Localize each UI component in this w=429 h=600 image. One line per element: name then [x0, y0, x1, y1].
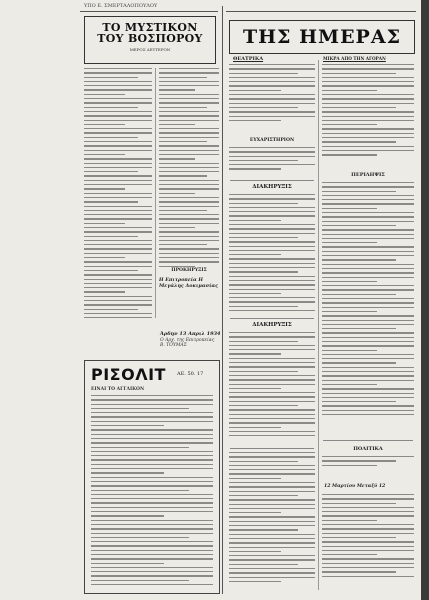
divider-rule-4 [323, 440, 413, 441]
masthead-title: ΤΗΣ ΗΜΕΡΑΣ [242, 26, 402, 48]
ad-brand-name: ΡΙΣΟΛΙΤ [91, 365, 166, 384]
right-column-top-text [322, 64, 414, 168]
section-eucharist: ΕΥΧΑΡΙΣΤΗΡΙΟΝ [249, 138, 295, 143]
left-column-text [84, 68, 152, 318]
serial-title-box [84, 16, 216, 64]
right-column-bottom-text [322, 494, 414, 592]
divider-rule-3 [230, 448, 314, 449]
politika-text [322, 456, 414, 480]
serial-subtitle: ΜΕΡΟΣ ΔΕΥΤΕΡΟΝ [129, 47, 171, 52]
section-diakirixis-2: ΔΙΑΚΗΡΥΞΙΣ [252, 322, 292, 328]
section-perilipsis: ΠΕΡΙΛΗΨΙΣ [351, 172, 385, 178]
section-prokirixis: ΠΡΟΚΗΡΥΞΙΣ [171, 268, 207, 273]
notice-signature: Ο Αρχ. της Επιτροπείας Β. ΤΟΥΜΑΣ [160, 338, 215, 348]
section-right-head: ΜΙΚΡΑ ΑΠΟ ΤΗΝ ΑΓΟΡΑΝ [323, 56, 386, 61]
middle-column-text [159, 68, 219, 268]
eucharist-text [229, 147, 315, 177]
page-header-line: ΥΠΟ Ε. ΣΜΕΡΤΑΛΟΠΟΥΛΟΥ [84, 3, 158, 9]
serial-title-line2: ΤΟΥ ΒΟΣΠΟΡΟΥ [97, 32, 203, 45]
risolit-advertisement [84, 360, 220, 594]
right-inner-divider [318, 60, 319, 590]
header-rule-left [80, 11, 218, 12]
diakirixis-2-text [229, 332, 315, 442]
theatrika-text [229, 64, 315, 132]
serial-title-line1: ΤΟ ΜΥΣΤΙΚΟΝ [102, 21, 198, 34]
section-diakirixis-1: ΔΙΑΚΗΡΥΞΙΣ [252, 184, 292, 190]
notice-date-line: Άρδην 13 Απριλ 1934 [160, 331, 221, 337]
ad-price-line: ΑΕ. 50. 17 [177, 371, 204, 377]
prokirixis-bold-text: Η Επιτροπεία Η Μεγάλης Δοκιμασίας [159, 277, 219, 289]
section-politika: ΠΟΛΙΤΙΚΑ [353, 446, 383, 452]
divider-rule-2 [230, 318, 314, 319]
masthead-box [229, 20, 415, 54]
section-theatrika: ΘΕΑΤΡΙΚΑ [233, 56, 264, 62]
ad-tagline: ΕΙΝΑΙ ΤΟ ΑΓΓΛΙΚΟΝ [91, 387, 145, 392]
left-inner-divider [155, 68, 156, 318]
header-rule-right [226, 11, 416, 12]
ad-body-text [91, 395, 213, 585]
diakirixis-1-text [229, 194, 315, 314]
scanned-page-edge [421, 0, 429, 600]
perilipsis-text [322, 182, 414, 432]
divider-rule-1 [230, 180, 314, 181]
dates-line-right: 12 Μαρτίου Μεταξύ 12 [324, 484, 386, 489]
center-column-divider [222, 6, 223, 594]
lower-notice-text [229, 452, 315, 592]
